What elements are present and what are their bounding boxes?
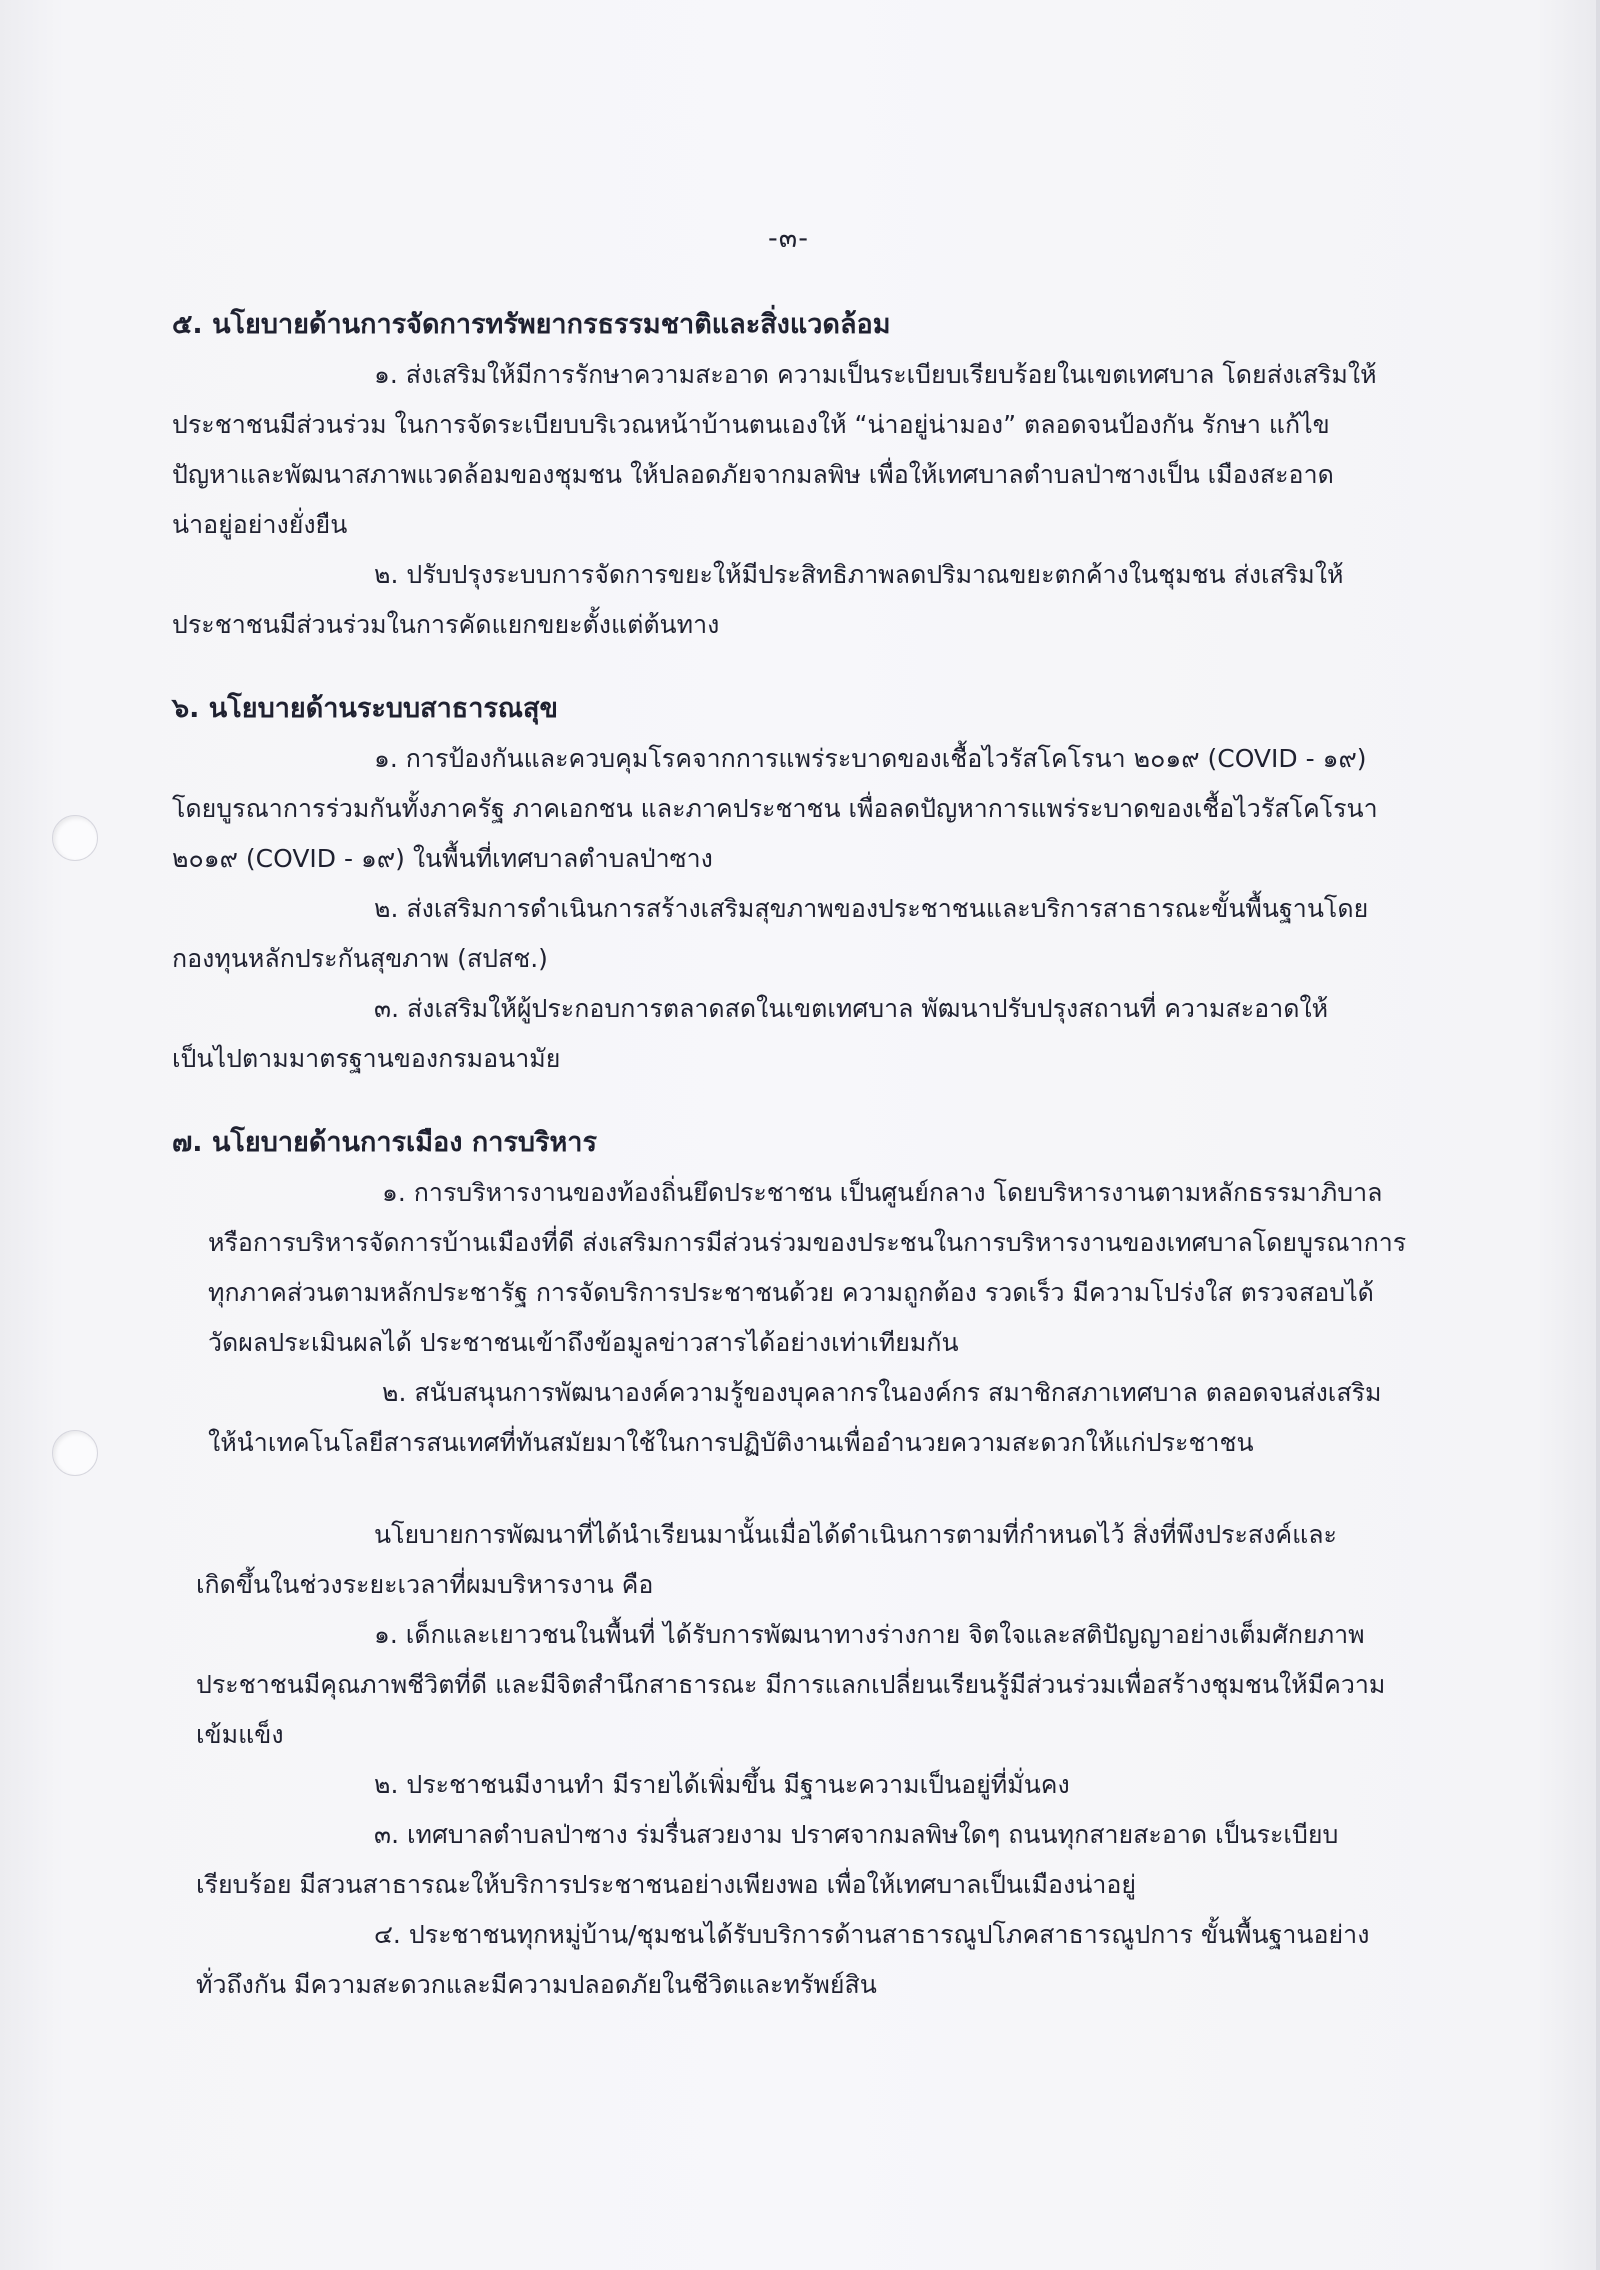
paragraph-line: ๒. สนับสนุนการพัฒนาองค์ความรู้ของบุคลากรในองค์กร สมาชิกสภาเทศบาล ตลอดจนส่งเสริม [382,1378,1382,1407]
paragraph-line: ๒. ส่งเสริมการดำเนินการสร้างเสริมสุขภาพของประชาชนและบริการสาธารณะขั้นพื้นฐานโดย [374,894,1369,923]
paragraph-line: เกิดขึ้นในช่วงระยะเวลาที่ผมบริหารงาน คือ [196,1570,654,1599]
paragraph-line: โดยบูรณาการร่วมกันทั้งภาครัฐ ภาคเอกชน และภาคประชาชน เพื่อลดปัญหาการแพร่ระบาดของเชื้อไวรัสโคโรนา [172,794,1378,823]
section-heading: ๕. นโยบายด้านการจัดการทรัพยากรธรรมชาติและสิ่งแวดล้อม [172,309,891,340]
paragraph-line: ๑. ส่งเสริมให้มีการรักษาความสะอาด ความเป็นระเบียบเรียบร้อยในเขตเทศบาล โดยส่งเสริมให้ [374,360,1377,389]
paragraph-line: ๔. ประชาชนทุกหมู่บ้าน/ชุมชนได้รับบริการด้านสาธารณูปโภคสาธารณูปการ ขั้นพื้นฐานอย่าง [374,1920,1370,1949]
paragraph-line: เป็นไปตามมาตรฐานของกรมอนามัย [172,1044,561,1073]
paragraph-line: ๒. ปรับปรุงระบบการจัดการขยะให้มีประสิทธิภาพลดปริมาณขยะตกค้างในชุมชน ส่งเสริมให้ [374,560,1344,589]
paragraph-line: ๑. เด็กและเยาวชนในพื้นที่ ได้รับการพัฒนาทางร่างกาย จิตใจและสติปัญญาอย่างเต็มศักยภาพ [374,1620,1365,1649]
paragraph-line: ทั่วถึงกัน มีความสะดวกและมีความปลอดภัยในชีวิตและทรัพย์สิน [196,1970,877,1999]
section-heading: ๖. นโยบายด้านระบบสาธารณสุข [172,693,558,724]
paragraph-line: ๑. การบริหารงานของท้องถิ่นยึดประชาชน เป็นศูนย์กลาง โดยบริหารงานตามหลักธรรมาภิบาล [382,1178,1383,1207]
paragraph-line: ประชาชนมีส่วนร่วม ในการจัดระเบียบบริเวณหน้าบ้านตนเองให้ “น่าอยู่น่ามอง” ตลอดจนป้องกัน รักษา แก้ไข [172,410,1330,439]
paragraph-line: ประชาชนมีคุณภาพชีวิตที่ดี และมีจิตสำนึกสาธารณะ มีการแลกเปลี่ยนเรียนรู้มีส่วนร่วมเพื่อสร้างชุมชนให้มีความ [196,1670,1386,1699]
paragraph-line: ทุกภาคส่วนตามหลักประชารัฐ การจัดบริการประชาชนด้วย ความถูกต้อง รวดเร็ว มีความโปร่งใส ตรวจสอบได้ [208,1278,1374,1307]
section-politics-administration-policy [172,1118,1417,1468]
paragraph-line: ปัญหาและพัฒนาสภาพแวดล้อมของชุมชน ให้ปลอดภัยจากมลพิษ เพื่อให้เทศบาลตำบลป่าซางเป็น เมืองสะอาด [172,460,1334,489]
punch-hole-top [52,815,98,861]
page-number: -๓- [768,223,809,254]
paragraph-line: วัดผลประเมินผลได้ ประชาชนเข้าถึงข้อมูลข่าวสารได้อย่างเท่าเทียมกัน [208,1328,959,1357]
paragraph-line: ประชาชนมีส่วนร่วมในการคัดแยกขยะตั้งแต่ต้นทาง [172,610,720,639]
page-edge [1596,0,1600,2270]
section-public-health-policy [172,684,1417,1084]
paragraph-line: ๒๐๑๙ (COVID - ๑๙) ในพื้นที่เทศบาลตำบลป่าซาง [172,844,713,873]
paragraph-line: หรือการบริหารจัดการบ้านเมืองที่ดี ส่งเสริมการมีส่วนร่วมของประชนในการบริหารงานของเทศบาลโดยบูรณาการ [208,1228,1407,1257]
paragraph-line: กองทุนหลักประกันสุขภาพ (สปสช.) [172,944,548,973]
paragraph-line: เรียบร้อย มีสวนสาธารณะให้บริการประชาชนอย่างเพียงพอ เพื่อให้เทศบาลเป็นเมืองน่าอยู่ [196,1870,1137,1899]
punch-hole-bottom [52,1430,98,1476]
paragraph-line: ๒. ประชาชนมีงานทำ มีรายได้เพิ่มขึ้น มีฐานะความเป็นอยู่ที่มั่นคง [374,1770,1070,1799]
paragraph-line: ๓. ส่งเสริมให้ผู้ประกอบการตลาดสดในเขตเทศบาล พัฒนาปรับปรุงสถานที่ ความสะอาดให้ [374,994,1329,1023]
paragraph-line: ๑. การป้องกันและควบคุมโรคจากการแพร่ระบาดของเชื้อไวรัสโคโรนา ๒๐๑๙ (COVID - ๑๙) [374,744,1367,773]
section-environment-policy [172,300,1417,650]
paragraph-line: น่าอยู่อย่างยั่งยืน [172,510,348,539]
closing-summary [172,1510,1417,2010]
section-heading: ๗. นโยบายด้านการเมือง การบริหาร [172,1127,597,1158]
paragraph-line: เข้มแข็ง [196,1720,284,1749]
paragraph-line: นโยบายการพัฒนาที่ได้นำเรียนมานั้นเมื่อได้ดำเนินการตามที่กำหนดไว้ สิ่งที่พึงประสงค์และ [374,1520,1337,1549]
paragraph-line: ๓. เทศบาลตำบลป่าซาง ร่มรื่นสวยงาม ปราศจากมลพิษใดๆ ถนนทุกสายสะอาด เป็นระเบียบ [374,1820,1339,1849]
paragraph-line: ให้นำเทคโนโลยีสารสนเทศที่ทันสมัยมาใช้ในการปฏิบัติงานเพื่ออำนวยความสะดวกให้แก่ประชาชน [208,1428,1254,1457]
document-body [172,300,1417,2010]
